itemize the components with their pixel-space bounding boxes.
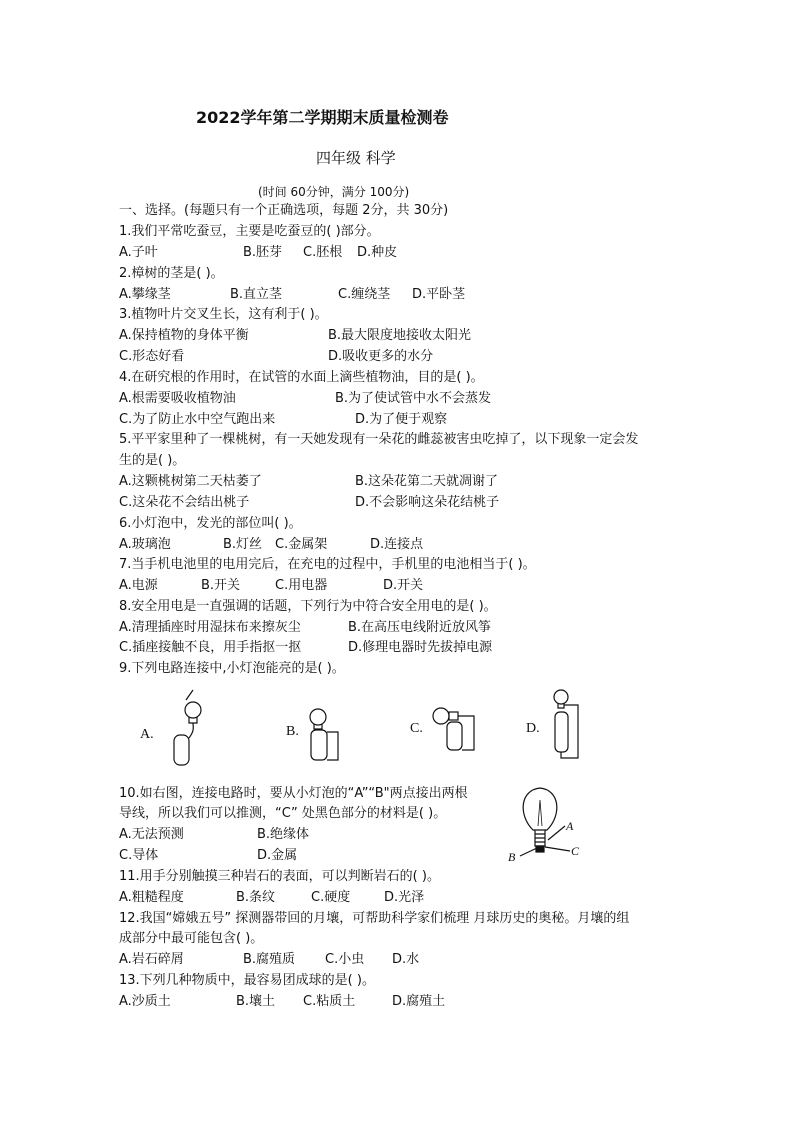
q12-option-a: A.岩石碎屑 [119,952,184,967]
q1-option-c: C.胚根 [303,245,343,260]
q12-option-c: C.小虫 [325,952,365,967]
q3-option-d: D.吸收更多的水分 [328,349,434,364]
q12-stem-line1: 12.我国“嫦娥五号” 探测器带回的月壤，可帮助科学家们梳理 月球历史的奥秘。月壤的组 [119,911,630,926]
q3-option-b: B.最大限度地接收太阳光 [328,328,472,343]
q6-option-c: C.金属架 [275,537,328,552]
q10-option-a: A.无法预测 [119,827,184,842]
q3-stem: 3.植物叶片交叉生长，这有利于( )。 [119,307,328,322]
q7-option-a: A.电源 [119,578,158,593]
exam-title: 2022学年第二学期期末质量检测卷 [196,108,449,127]
bulb-label-a: A [566,819,574,833]
figure-b-label: B. [286,724,299,739]
q2-option-a: A.攀缘茎 [119,287,171,302]
q7-stem: 7.当手机电池里的电用完后，在充电的过程中，手机里的电池相当于( )。 [119,557,536,572]
q3-option-a: A.保持植物的身体平衡 [119,328,249,343]
q6-option-d: D.连接点 [370,537,424,552]
q11-option-d: D.光泽 [384,890,425,905]
q12-stem-line2: 成部分中最可能包含( )。 [119,931,264,946]
q9-stem: 9.下列电路连接中,小灯泡能亮的是( )。 [119,661,345,676]
q8-option-a: A.清理插座时用湿抹布来擦灰尘 [119,620,301,635]
q4-option-c: C.为了防止水中空气跑出来 [119,412,276,427]
q2-option-c: C.缠绕茎 [338,287,391,302]
q11-stem: 11.用手分别触摸三种岩石的表面，可以判断岩石的( )。 [119,869,440,884]
circuit-figure-c [410,708,474,750]
q10-option-b: B.绝缘体 [257,827,310,842]
q5-option-d: D.不会影响这朵花结桃子 [355,495,500,510]
q13-option-a: A.沙质土 [119,994,171,1009]
exam-subtitle: 四年级 科学 [316,149,396,167]
q8-option-d: D.修理电器时先拔掉电源 [348,640,493,655]
q5-option-c: C.这朵花不会结出桃子 [119,495,250,510]
q6-stem: 6.小灯泡中，发光的部位叫( )。 [119,516,302,531]
circuit-figure-b [286,709,338,760]
q2-stem: 2.樟树的茎是( )。 [119,266,224,281]
q7-option-b: B.开关 [201,578,241,593]
q7-option-d: D.开关 [383,578,424,593]
q10-option-d: D.金属 [257,848,298,863]
figure-d-label: D. [526,721,540,736]
q11-option-a: A.粗糙程度 [119,890,184,905]
section-heading: 一、选择。(每题只有一个正确选项，每题 2分，共 30分) [119,203,449,218]
q10-option-c: C.导体 [119,848,159,863]
bulb-label-c: C [571,844,580,858]
q6-option-b: B.灯丝 [223,537,263,552]
q12-option-b: B.腐殖质 [243,952,296,967]
q5-stem-line1: 5.平平家里种了一棵桃树，有一天她发现有一朵花的雌蕊被害虫吃掉了，以下现象一定会发 [119,432,639,447]
q4-stem: 4.在研究根的作用时，在试管的水面上滴些植物油，目的是( )。 [119,370,484,385]
q11-option-b: B.条纹 [236,890,276,905]
q5-option-b: B.这朵花第二天就凋谢了 [355,474,499,489]
figure-a-label: A. [140,727,154,742]
q8-stem: 8.安全用电是一直强调的话题，下列行为中符合安全用电的是( )。 [119,599,497,614]
q10-stem-line1: 10.如右图，连接电路时，要从小灯泡的“A”“B"两点接出两根 [119,786,468,801]
bulb-diagram [508,788,580,864]
q4-option-d: D.为了便于观察 [355,412,448,427]
q12-option-d: D.水 [392,952,420,967]
q4-option-b: B.为了使试管中水不会蒸发 [335,391,492,406]
q13-option-b: B.壤土 [236,994,276,1009]
q8-option-c: C.插座接触不良，用手指抠一抠 [119,640,302,655]
q4-option-a: A.根需要吸收植物油 [119,391,236,406]
q8-option-b: B.在高压电线附近放风筝 [348,620,492,635]
q5-stem-line2: 生的是( )。 [119,453,186,468]
q2-option-d: D.平卧茎 [412,287,466,302]
circuit-figure-a [140,690,201,765]
q13-option-c: C.粘质土 [303,994,356,1009]
q1-option-d: D.种皮 [357,245,398,260]
exam-meta: (时间 60分钟，满分 100分) [258,185,410,199]
q6-option-a: A.玻璃泡 [119,537,171,552]
q13-option-d: D.腐殖土 [392,994,446,1009]
q1-option-b: B.胚芽 [243,245,283,260]
q10-stem-line2: 导线，所以我们可以推测，“C” 处黑色部分的材料是( )。 [119,806,447,821]
circuit-figure-d [526,690,578,758]
q1-option-a: A.子叶 [119,245,158,260]
q2-option-b: B.直立茎 [230,287,283,302]
q3-option-c: C.形态好看 [119,349,185,364]
q7-option-c: C.用电器 [275,578,328,593]
q5-option-a: A.这颗桃树第二天枯萎了 [119,474,262,489]
q1-stem: 1.我们平常吃蚕豆，主要是吃蚕豆的( )部分。 [119,224,380,239]
figure-c-label: C. [410,721,423,736]
bulb-label-b: B [508,850,516,864]
q13-stem: 13.下列几种物质中，最容易团成球的是( )。 [119,973,375,988]
q11-option-c: C.硬度 [311,890,351,905]
